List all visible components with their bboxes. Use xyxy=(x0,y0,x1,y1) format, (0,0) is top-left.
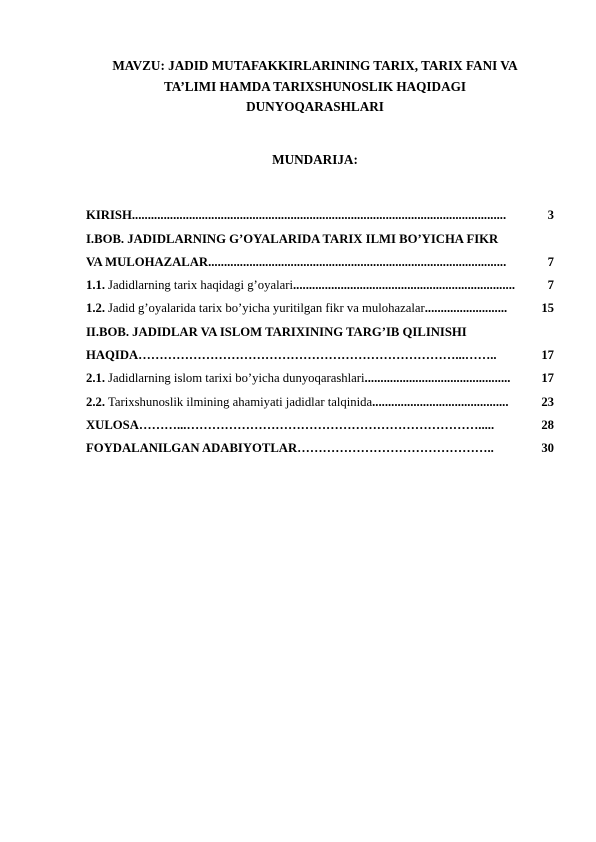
toc-entry-number: 2.1. xyxy=(86,371,106,386)
toc-entry-leader: ........................................... xyxy=(372,394,509,409)
toc-entry-leader: ...................................................................................................................... xyxy=(131,208,507,223)
toc-entry-text: Jadidlarning tarix haqidagi g’oyalari xyxy=(108,278,293,293)
toc-entry-leader: ……………………………………….. xyxy=(297,441,494,456)
document-title xyxy=(80,56,550,118)
toc-entry-page-number: 17 xyxy=(541,348,554,363)
toc-entry[interactable] xyxy=(86,340,554,363)
toc-entry-page-number: 23 xyxy=(541,394,554,409)
toc-entry-page-number: 28 xyxy=(541,417,554,432)
toc-entry[interactable] xyxy=(86,270,554,293)
toc-entry-leader: …………………………………………………………………...…….. xyxy=(138,348,497,363)
toc-entry-leader: ...................................................................... xyxy=(293,278,516,293)
table-of-contents xyxy=(86,200,554,456)
toc-entry[interactable] xyxy=(86,433,554,456)
toc-entry-text: Tarixshunoslik ilmining ahamiyati jadidlar talqinida xyxy=(108,394,373,409)
toc-entry-leader: ………...……………………………………………………………..... xyxy=(138,417,495,432)
toc-entry-page-number: 17 xyxy=(541,371,554,386)
toc-entry-text: XULOSA xyxy=(86,417,139,432)
toc-entry-page-number: 3 xyxy=(547,208,554,223)
toc-entry-number: 1.2. xyxy=(86,301,106,316)
toc-entry[interactable] xyxy=(86,316,554,339)
toc-entry-text: KIRISH xyxy=(86,208,132,223)
toc-entry-text: HAQIDA xyxy=(86,348,139,363)
toc-entry[interactable] xyxy=(86,223,554,246)
toc-entry[interactable] xyxy=(86,363,554,386)
contents-heading: MUNDARIJA: xyxy=(272,152,358,167)
title-line-2: TA’LIMI HAMDA TARIXSHUNOSLIK HAQIDAGI xyxy=(163,78,466,94)
title-line-1: MAVZU: JADID MUTAFAKKIRLARINING TARIX, TARIX FANI VA xyxy=(112,58,518,73)
toc-entry-leader: .............................................. xyxy=(364,371,511,386)
toc-entry-number: 1.1. xyxy=(86,278,106,293)
toc-entry-number: 2.2. xyxy=(86,394,106,409)
toc-entry[interactable] xyxy=(86,293,554,316)
toc-entry-text: Jadid g’oyalarida tarix bo’yicha yuritilgan fikr va mulohazalar xyxy=(108,301,425,316)
toc-entry[interactable] xyxy=(86,200,554,223)
toc-entry-page-number: 30 xyxy=(541,441,554,456)
toc-entry-text: II.BOB. JADIDLAR VA ISLOM TARIXINING TARG’IB QILINISHI xyxy=(86,324,467,339)
toc-entry-text: VA MULOHAZALAR xyxy=(86,254,209,269)
toc-entry-text: FOYDALANILGAN ADABIYOTLAR xyxy=(86,441,298,456)
toc-entry-text: I.BOB. JADIDLARNING G’OYALARIDA TARIX ILMI BO’YICHA FIKR xyxy=(86,231,499,246)
title-line-3: DUNYOQARASHLARI xyxy=(246,99,384,114)
toc-entry-leader: .......................... xyxy=(424,301,508,316)
toc-entry[interactable] xyxy=(86,410,554,433)
toc-entry-leader: .............................................................................................. xyxy=(208,254,507,269)
toc-entry-page-number: 7 xyxy=(547,278,554,293)
toc-entry-text: Jadidlarning islom tarixi bo’yicha dunyoqarashlari xyxy=(108,371,365,386)
toc-entry-page-number: 15 xyxy=(541,301,554,316)
toc-entry[interactable] xyxy=(86,247,554,270)
toc-entry[interactable] xyxy=(86,386,554,409)
toc-entry-page-number: 7 xyxy=(547,254,554,269)
